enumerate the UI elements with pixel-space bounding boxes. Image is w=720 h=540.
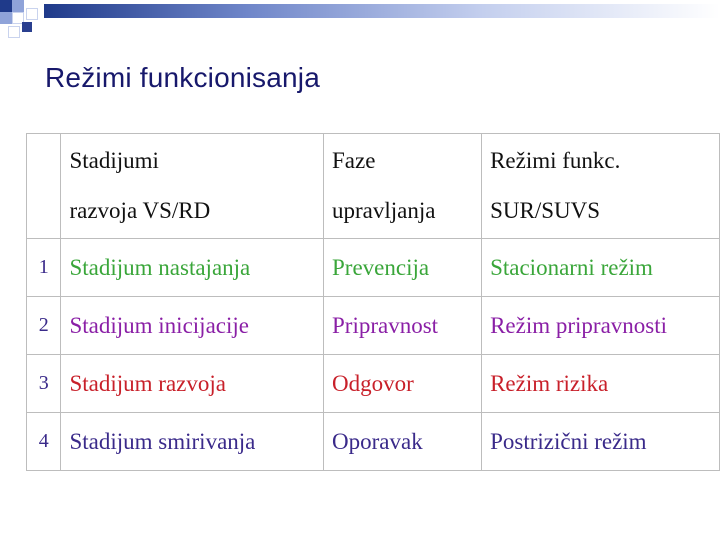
phase-cell: Pripravnost xyxy=(324,297,482,355)
phase-cell: Prevencija xyxy=(324,239,482,297)
header-phase-line2: upravljanja xyxy=(332,198,436,223)
header-phase-cell xyxy=(324,134,482,239)
mode-cell: Postrizični režim xyxy=(482,413,720,471)
deco-square xyxy=(26,8,38,20)
page-title: Režimi funkcionisanja xyxy=(45,62,320,93)
header-mode-line2: SUR/SUVS xyxy=(490,198,601,223)
header-stage-line2: razvoja VS/RD xyxy=(69,198,211,223)
mode-cell: Režim pripravnosti xyxy=(482,297,720,355)
header-stage-cell xyxy=(61,134,324,239)
stage-cell: Stadijum razvoja xyxy=(61,355,324,413)
deco-square xyxy=(8,26,20,38)
header-mode-line1: Režimi funkc. xyxy=(490,148,621,173)
header-mode-cell xyxy=(482,134,720,239)
stage-cell: Stadijum inicijacije xyxy=(61,297,324,355)
modes-table xyxy=(26,133,720,471)
stage-cell: Stadijum nastajanja xyxy=(61,239,324,297)
header-phase-line1: Faze xyxy=(332,148,376,173)
row-number: 2 xyxy=(27,297,61,355)
table-row xyxy=(27,239,720,297)
table-header-row xyxy=(27,134,720,239)
table-row xyxy=(27,297,720,355)
stage-cell: Stadijum smirivanja xyxy=(61,413,324,471)
deco-square xyxy=(12,0,24,12)
deco-square xyxy=(0,0,12,12)
table-row xyxy=(27,413,720,471)
mode-cell: Režim rizika xyxy=(482,355,720,413)
mode-cell: Stacionarni režim xyxy=(482,239,720,297)
row-number: 3 xyxy=(27,355,61,413)
table-row xyxy=(27,355,720,413)
header-gradient-bar xyxy=(44,4,720,18)
phase-cell: Oporavak xyxy=(324,413,482,471)
deco-square xyxy=(0,12,12,24)
row-number: 4 xyxy=(27,413,61,471)
row-number: 1 xyxy=(27,239,61,297)
deco-square xyxy=(22,22,32,32)
header-num-cell xyxy=(27,134,61,239)
phase-cell: Odgovor xyxy=(324,355,482,413)
header-stage-line1: Stadijumi xyxy=(69,148,159,173)
